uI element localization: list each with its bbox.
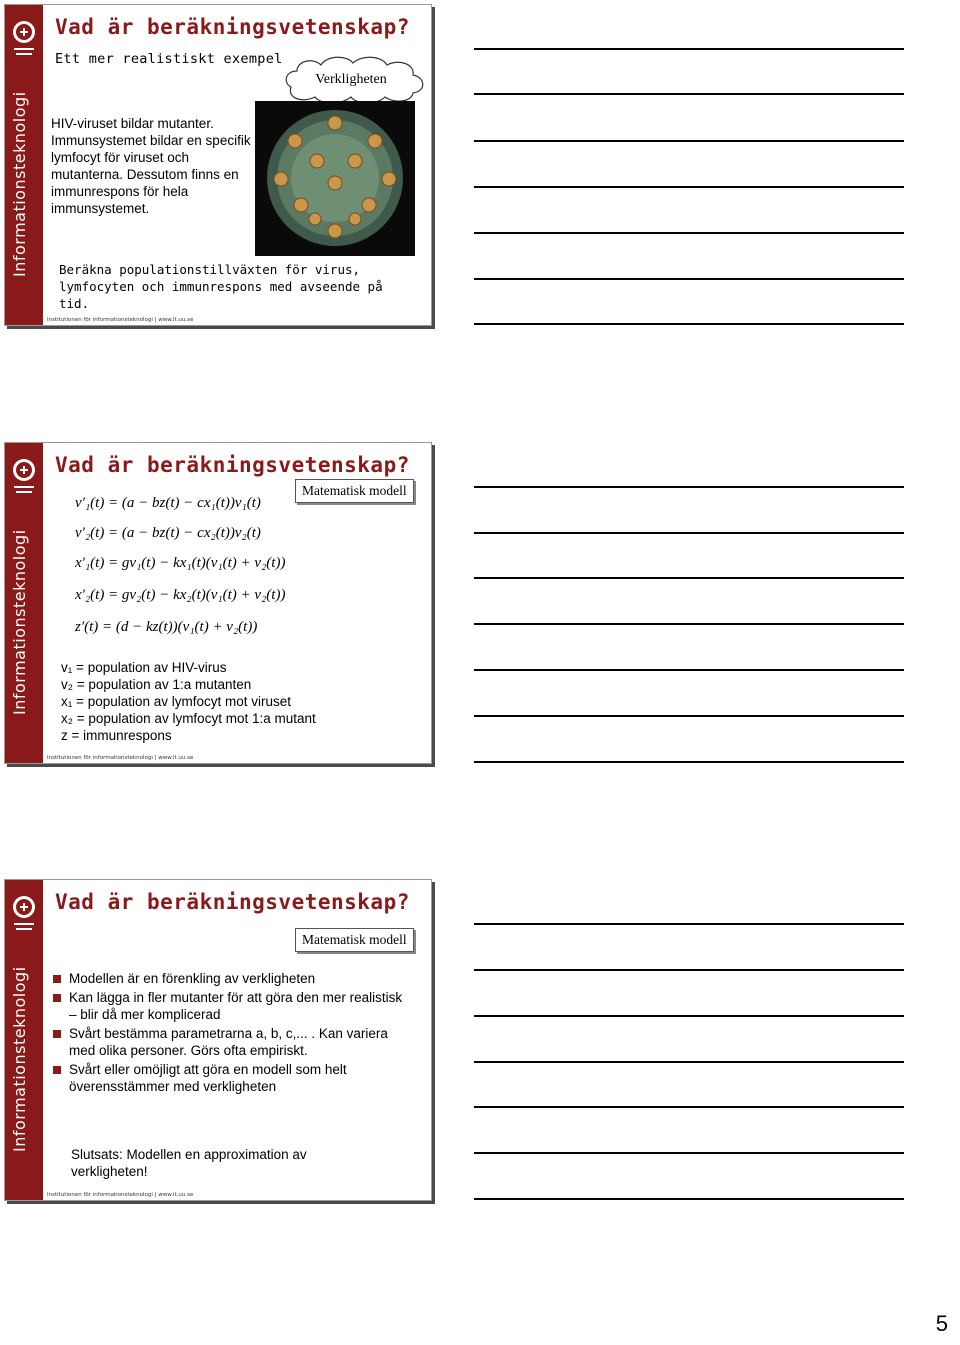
virus-image (255, 101, 415, 256)
intro-paragraph: HIV-viruset bildar mutanter. Immunsystemet bildar en specifik lymfocyt för viruset och mutanterna. Dessutom finns en immunrespons för hela immunsystemet. (51, 116, 251, 216)
slide-2 (4, 442, 432, 764)
list-item: Kan lägga in fler mutanter för att göra den mer realistisk – blir då mer komplicerad (51, 989, 411, 1023)
equation-x2: x′₂(t) = gv₂(t) − kx₂(t)(v₁(t) + v₂(t)) (75, 587, 286, 603)
slide-3 (4, 879, 432, 1201)
note-line (474, 532, 904, 534)
definition-v1: v₁ = population av HIV-virus (61, 660, 227, 675)
slide-sidebar (5, 880, 43, 1200)
sidebar-label: Informationsteknologi (10, 91, 29, 277)
note-line (474, 969, 904, 971)
slide-1 (4, 4, 432, 326)
sidebar-label: Informationsteknologi (10, 966, 29, 1152)
bullet-list (51, 970, 411, 1097)
note-line (474, 93, 904, 95)
note-line (474, 323, 904, 325)
equation-z: z′(t) = (d − kz(t))(v₁(t) + v₂(t)) (75, 619, 258, 635)
list-item: Svårt eller omöjligt att göra en modell som helt överensstämmer med verkligheten (51, 1061, 411, 1095)
slide-footer: Institutionen för informationsteknologi | www.it.uu.se (47, 317, 194, 323)
slide-title: Vad är beräkningsvetenskap? (55, 453, 410, 477)
note-line (474, 1015, 904, 1017)
equation-x1: x′₁(t) = gv₁(t) − kx₁(t)(v₁(t) + v₂(t)) (75, 555, 286, 571)
equation-v2: v′₂(t) = (a − bz(t) − cx₂(t))v₂(t) (75, 525, 261, 541)
page-number: 5 (935, 1311, 948, 1336)
slide-footer: Institutionen för informationsteknologi | www.it.uu.se (47, 1192, 194, 1198)
definition-v2: v₂ = population av 1:a mutanten (61, 677, 252, 692)
definition-x2: x₂ = population av lymfocyt mot 1:a mutant (61, 711, 316, 726)
list-item: Modellen är en förenkling av verkligheten (51, 970, 411, 987)
model-tag: Matematisk modell (295, 928, 414, 952)
note-line (474, 48, 904, 50)
note-line (474, 1061, 904, 1063)
slide-sidebar (5, 443, 43, 763)
cloud-label: Verkligheten (315, 72, 387, 87)
slide-subtitle: Ett mer realistiskt exempel (55, 51, 283, 67)
note-line (474, 1106, 904, 1108)
note-line (474, 232, 904, 234)
slide-sidebar (5, 5, 43, 325)
note-line (474, 486, 904, 488)
model-tag: Matematisk modell (295, 479, 414, 503)
note-line (474, 278, 904, 280)
conclusion-text: Slutsats: Modellen en approximation av verkligheten! (71, 1147, 307, 1179)
note-line (474, 186, 904, 188)
slide-title: Vad är beräkningsvetenskap? (55, 15, 410, 39)
note-line (474, 1152, 904, 1154)
note-line (474, 577, 904, 579)
slide-footer: Institutionen för informationsteknologi | www.it.uu.se (47, 755, 194, 761)
task-paragraph: Beräkna populationstillväxten för virus, lymfocyten och immunrespons med avseende på tid. (59, 262, 383, 311)
note-line (474, 669, 904, 671)
slide-title: Vad är beräkningsvetenskap? (55, 890, 410, 914)
note-line (474, 623, 904, 625)
definition-x1: x₁ = population av lymfocyt mot viruset (61, 694, 292, 709)
equation-v1: v′₁(t) = (a − bz(t) − cx₁(t))v₁(t) (75, 495, 261, 511)
note-line (474, 761, 904, 763)
note-line (474, 1198, 904, 1200)
cloud-shape (281, 53, 429, 105)
note-line (474, 140, 904, 142)
list-item: Svårt bestämma parametrarna a, b, c,... . Kan variera med olika personer. Görs ofta empiriskt. (51, 1025, 411, 1059)
note-line (474, 715, 904, 717)
note-line (474, 923, 904, 925)
definition-z: z = immunrespons (61, 728, 172, 743)
sidebar-label: Informationsteknologi (10, 529, 29, 715)
